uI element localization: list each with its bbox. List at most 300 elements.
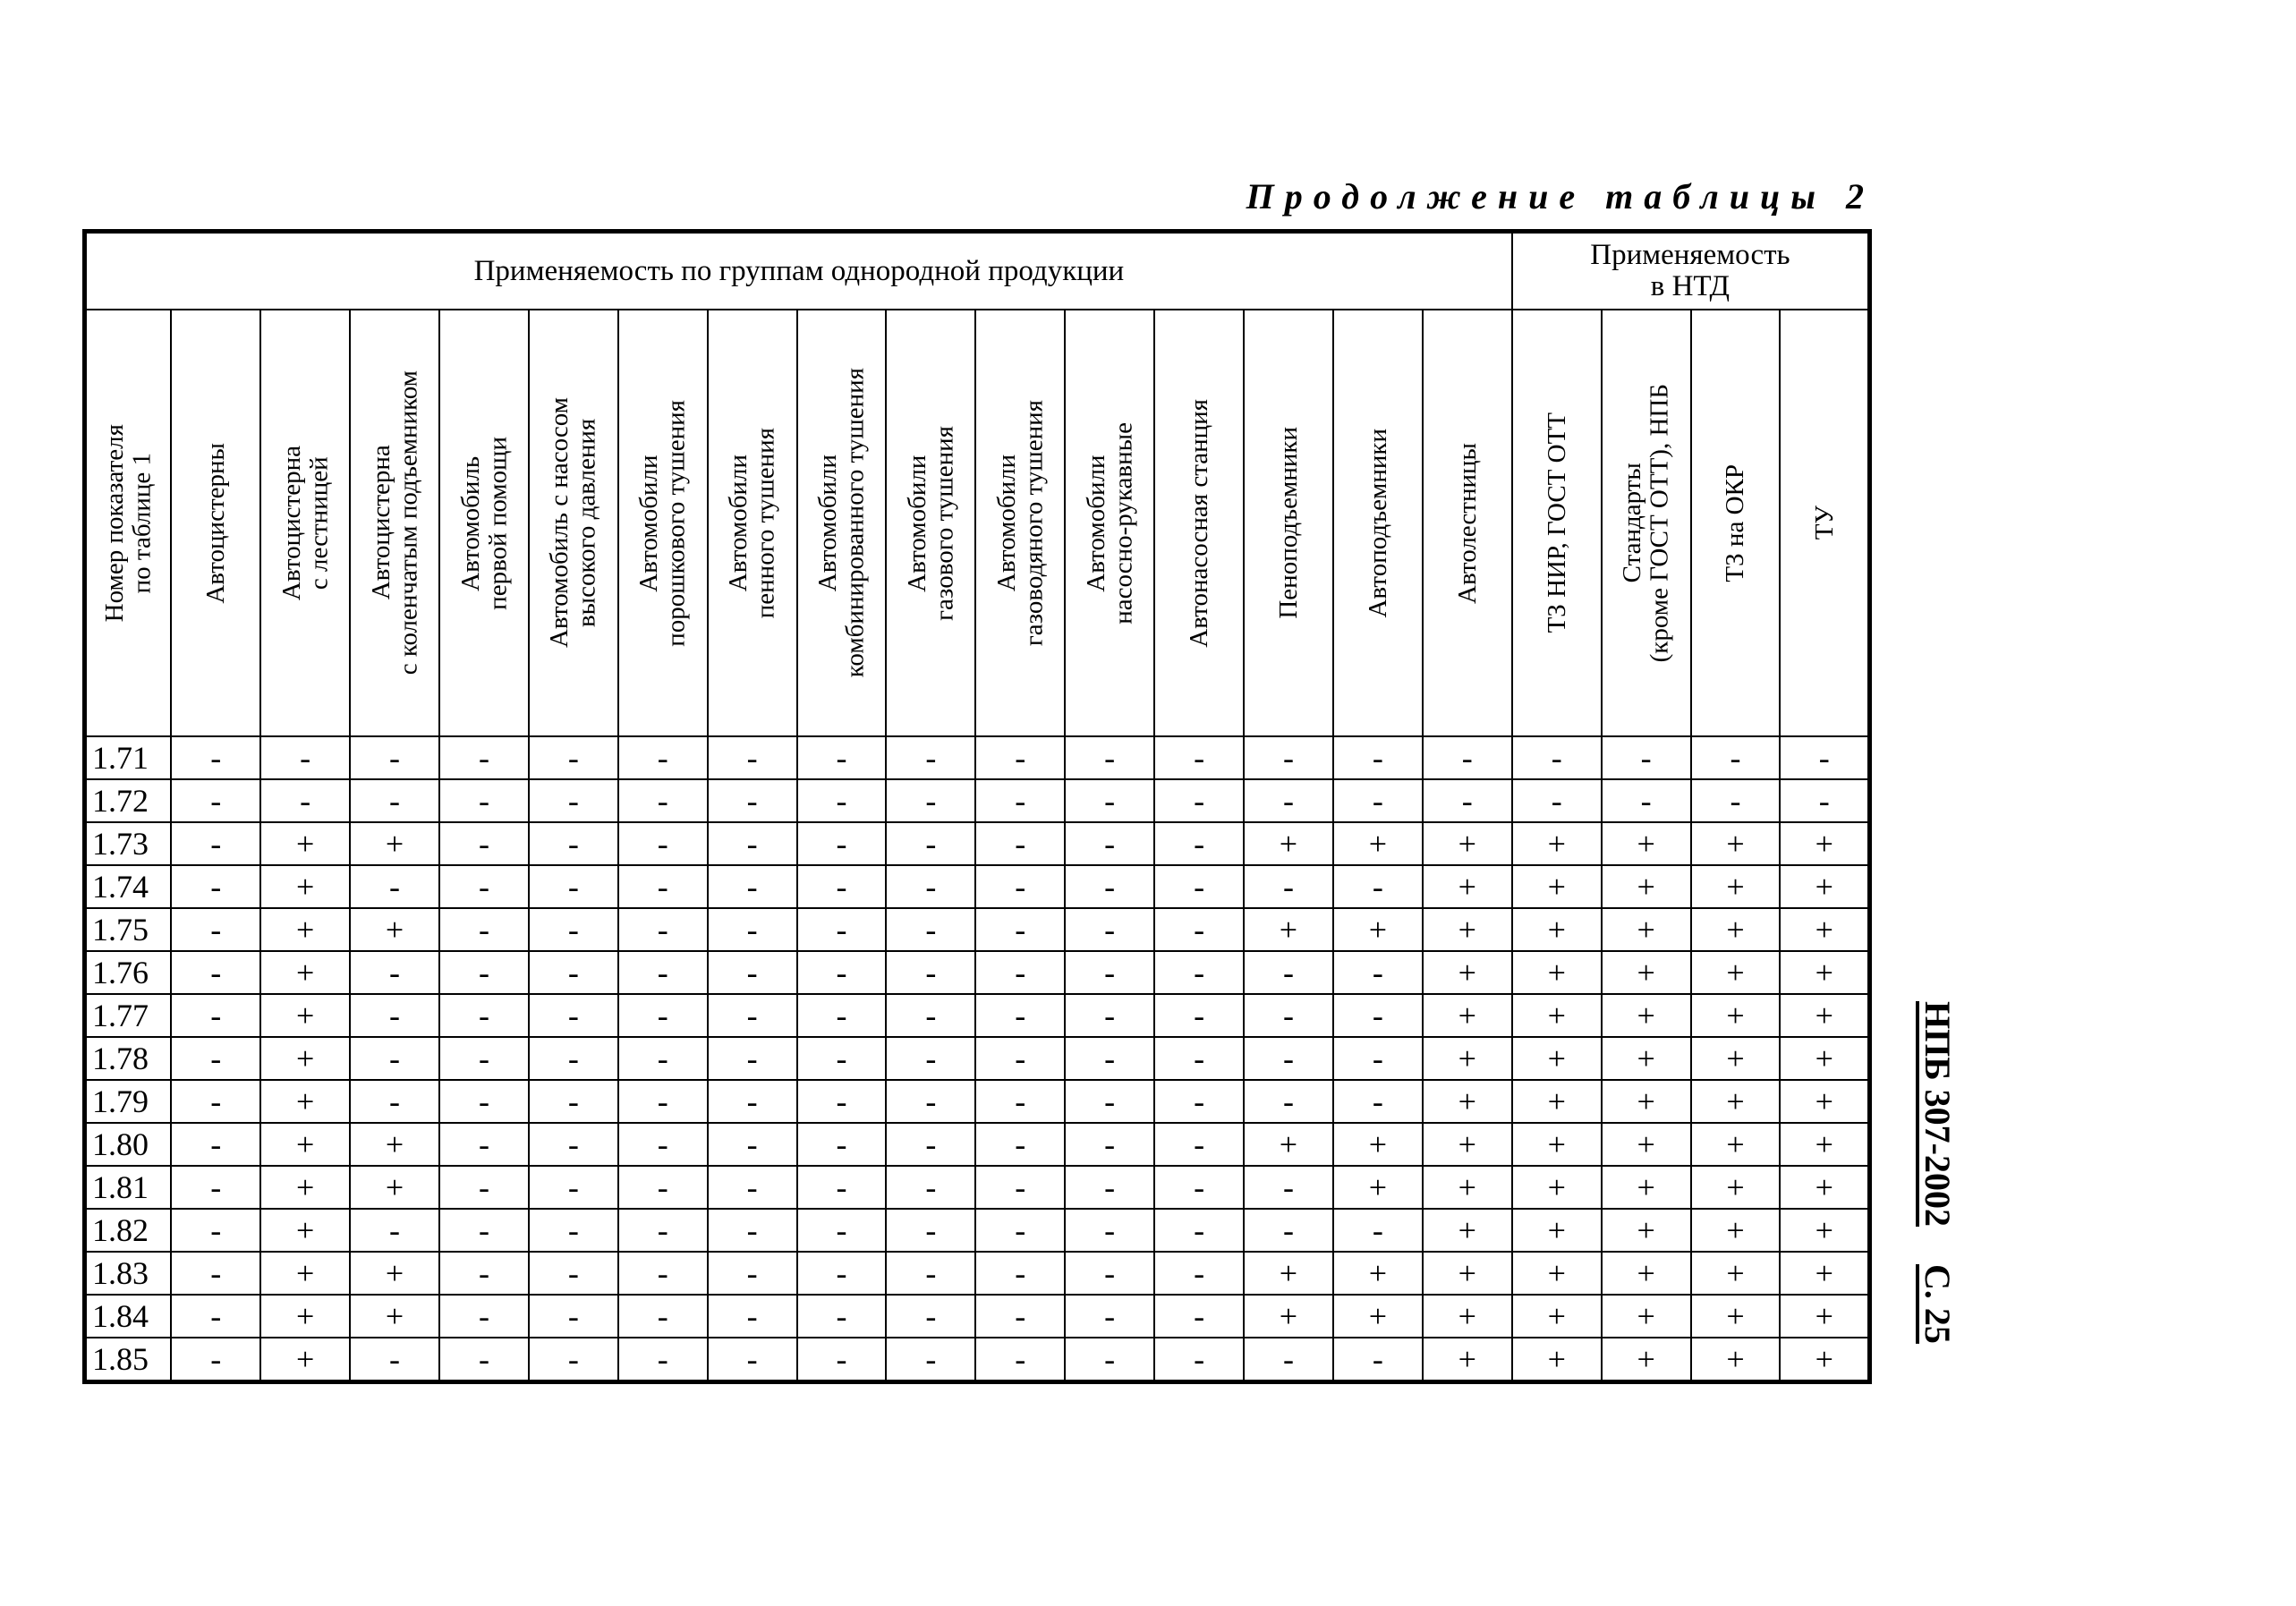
- table-row: [85, 1080, 1870, 1123]
- applicability-cell: -: [1065, 822, 1154, 865]
- applicability-cell: -: [439, 1166, 529, 1209]
- applicability-cell: +: [1780, 1338, 1869, 1382]
- applicability-cell: -: [1333, 994, 1423, 1037]
- applicability-cell: +: [1602, 1123, 1691, 1166]
- applicability-cell: +: [1691, 1037, 1781, 1080]
- applicability-cell: +: [1512, 1209, 1602, 1252]
- applicability-cell: +: [1423, 822, 1512, 865]
- column-header-line: по таблице 1: [127, 452, 157, 594]
- applicability-cell: +: [1423, 865, 1512, 908]
- applicability-cell: -: [975, 1295, 1065, 1338]
- applicability-cell: -: [708, 951, 797, 994]
- applicability-cell: -: [1154, 1037, 1244, 1080]
- applicability-cell: +: [1423, 1338, 1512, 1382]
- applicability-cell: -: [1244, 1080, 1333, 1123]
- applicability-table: [82, 229, 1872, 1384]
- applicability-cell: -: [708, 1166, 797, 1209]
- applicability-cell: -: [350, 1037, 439, 1080]
- applicability-cell: -: [1244, 994, 1333, 1037]
- applicability-cell: -: [529, 779, 618, 822]
- applicability-cell: -: [529, 1252, 618, 1295]
- applicability-cell: -: [439, 908, 529, 951]
- applicability-cell: -: [1244, 865, 1333, 908]
- column-header-line: высокого давления: [572, 418, 601, 628]
- column-header-line: Автонасосная станция: [1184, 398, 1213, 648]
- applicability-cell: +: [1512, 1252, 1602, 1295]
- applicability-cell: +: [1691, 1166, 1781, 1209]
- applicability-cell: -: [260, 779, 350, 822]
- applicability-cell: -: [171, 736, 260, 779]
- applicability-cell: -: [886, 1037, 975, 1080]
- applicability-cell: -: [975, 1037, 1065, 1080]
- column-header-line: ТЗ на ОКР: [1721, 463, 1750, 582]
- applicability-cell: +: [1602, 1209, 1691, 1252]
- applicability-cell: -: [886, 779, 975, 822]
- applicability-cell: +: [1244, 1295, 1333, 1338]
- applicability-cell: +: [1244, 822, 1333, 865]
- applicability-cell: -: [618, 1209, 708, 1252]
- column-header-16: [1512, 310, 1602, 736]
- applicability-cell: +: [1780, 908, 1869, 951]
- applicability-cell: +: [1780, 1209, 1869, 1252]
- row-number-cell: 1.83: [85, 1252, 172, 1295]
- applicability-cell: +: [1691, 908, 1781, 951]
- applicability-cell: -: [1333, 951, 1423, 994]
- table-row: [85, 1252, 1870, 1295]
- applicability-cell: -: [439, 951, 529, 994]
- table-row: [85, 1037, 1870, 1080]
- column-header-line: комбинированного тушения: [840, 368, 870, 678]
- applicability-cell: +: [1333, 1252, 1423, 1295]
- table-row: [85, 736, 1870, 779]
- applicability-cell: -: [797, 1252, 887, 1295]
- applicability-cell: -: [1065, 779, 1154, 822]
- applicability-cell: -: [1065, 1166, 1154, 1209]
- applicability-cell: -: [618, 1338, 708, 1382]
- applicability-cell: +: [1512, 994, 1602, 1037]
- column-header-line: Автолестницы: [1452, 442, 1482, 604]
- applicability-cell: +: [1602, 1080, 1691, 1123]
- applicability-cell: +: [350, 1166, 439, 1209]
- applicability-cell: -: [975, 994, 1065, 1037]
- applicability-cell: -: [439, 994, 529, 1037]
- applicability-cell: +: [1512, 1037, 1602, 1080]
- row-number-cell: 1.72: [85, 779, 172, 822]
- applicability-cell: -: [1780, 779, 1869, 822]
- applicability-cell: -: [886, 736, 975, 779]
- applicability-cell: +: [1780, 1166, 1869, 1209]
- row-number-cell: 1.71: [85, 736, 172, 779]
- applicability-cell: -: [618, 865, 708, 908]
- applicability-cell: -: [1065, 865, 1154, 908]
- applicability-cell: -: [529, 951, 618, 994]
- table-row: [85, 1209, 1870, 1252]
- table-row: [85, 908, 1870, 951]
- row-number-cell: 1.80: [85, 1123, 172, 1166]
- applicability-cell: -: [708, 1252, 797, 1295]
- applicability-cell: -: [618, 1295, 708, 1338]
- applicability-cell: -: [797, 994, 887, 1037]
- applicability-cell: -: [797, 1295, 887, 1338]
- side-label-page: С. 25: [1918, 1263, 1958, 1344]
- applicability-cell: +: [260, 822, 350, 865]
- applicability-cell: -: [439, 1338, 529, 1382]
- applicability-cell: -: [1154, 736, 1244, 779]
- applicability-cell: -: [1065, 1295, 1154, 1338]
- applicability-cell: +: [1423, 1037, 1512, 1080]
- applicability-cell: -: [529, 1295, 618, 1338]
- applicability-cell: +: [260, 994, 350, 1037]
- applicability-cell: -: [350, 951, 439, 994]
- applicability-cell: -: [350, 736, 439, 779]
- applicability-cell: -: [350, 865, 439, 908]
- applicability-cell: -: [708, 1338, 797, 1382]
- column-header-line: порошкового тушения: [661, 399, 691, 647]
- applicability-cell: -: [1512, 779, 1602, 822]
- table-row: [85, 994, 1870, 1037]
- applicability-cell: +: [1780, 1252, 1869, 1295]
- applicability-cell: -: [350, 779, 439, 822]
- applicability-cell: -: [886, 1166, 975, 1209]
- column-header-line: Автомобили: [813, 454, 843, 592]
- applicability-cell: -: [1154, 1209, 1244, 1252]
- applicability-cell: -: [529, 994, 618, 1037]
- side-label: [1910, 957, 1964, 1387]
- applicability-cell: -: [171, 1209, 260, 1252]
- applicability-cell: -: [618, 779, 708, 822]
- row-number-cell: 1.74: [85, 865, 172, 908]
- applicability-cell: +: [260, 1080, 350, 1123]
- applicability-cell: +: [1780, 951, 1869, 994]
- table-row: [85, 865, 1870, 908]
- applicability-cell: -: [171, 1166, 260, 1209]
- applicability-cell: +: [1691, 994, 1781, 1037]
- applicability-cell: -: [529, 865, 618, 908]
- applicability-cell: -: [1065, 1037, 1154, 1080]
- applicability-cell: +: [1691, 1252, 1781, 1295]
- applicability-cell: -: [1154, 779, 1244, 822]
- applicability-cell: -: [797, 1338, 887, 1382]
- column-header-18: [1691, 310, 1781, 736]
- column-header-11: [1065, 310, 1154, 736]
- column-header-line: газоводяного тушения: [1019, 399, 1049, 647]
- applicability-cell: -: [886, 951, 975, 994]
- applicability-cell: +: [1602, 1295, 1691, 1338]
- applicability-cell: -: [1154, 1338, 1244, 1382]
- applicability-cell: -: [439, 779, 529, 822]
- applicability-cell: +: [1780, 1037, 1869, 1080]
- applicability-cell: +: [1602, 1037, 1691, 1080]
- applicability-cell: -: [1244, 779, 1333, 822]
- row-number-cell: 1.84: [85, 1295, 172, 1338]
- applicability-cell: -: [529, 908, 618, 951]
- applicability-cell: -: [171, 1252, 260, 1295]
- applicability-cell: -: [260, 736, 350, 779]
- applicability-cell: -: [1154, 822, 1244, 865]
- applicability-cell: +: [1602, 865, 1691, 908]
- applicability-cell: +: [1512, 1166, 1602, 1209]
- applicability-cell: +: [260, 1295, 350, 1338]
- applicability-cell: -: [975, 779, 1065, 822]
- column-header-4: [439, 310, 529, 736]
- applicability-cell: -: [708, 908, 797, 951]
- applicability-cell: -: [529, 1037, 618, 1080]
- applicability-cell: -: [618, 951, 708, 994]
- applicability-cell: -: [1244, 1338, 1333, 1382]
- applicability-cell: -: [1065, 736, 1154, 779]
- applicability-cell: -: [886, 1295, 975, 1338]
- applicability-cell: -: [708, 1295, 797, 1338]
- column-header-15: [1423, 310, 1512, 736]
- applicability-cell: -: [171, 951, 260, 994]
- applicability-cell: +: [260, 1166, 350, 1209]
- applicability-cell: -: [975, 822, 1065, 865]
- column-header-line: ТЗ НИР, ГОСТ ОТТ: [1542, 412, 1571, 633]
- applicability-cell: +: [1780, 865, 1869, 908]
- applicability-cell: +: [1423, 994, 1512, 1037]
- applicability-cell: -: [171, 1338, 260, 1382]
- applicability-cell: -: [797, 908, 887, 951]
- applicability-cell: -: [618, 908, 708, 951]
- applicability-cell: -: [975, 1209, 1065, 1252]
- applicability-cell: -: [1333, 1037, 1423, 1080]
- applicability-cell: -: [708, 822, 797, 865]
- table-body: [85, 736, 1870, 1382]
- applicability-cell: -: [171, 1123, 260, 1166]
- column-header-14: [1333, 310, 1423, 736]
- applicability-cell: +: [1691, 1338, 1781, 1382]
- table-row: [85, 779, 1870, 822]
- applicability-cell: -: [1154, 1295, 1244, 1338]
- column-header-line: первой помощи: [482, 436, 512, 610]
- applicability-cell: -: [1065, 1338, 1154, 1382]
- applicability-cell: +: [1512, 951, 1602, 994]
- applicability-cell: +: [1602, 1252, 1691, 1295]
- applicability-cell: -: [1244, 1037, 1333, 1080]
- applicability-cell: -: [975, 951, 1065, 994]
- applicability-cell: +: [350, 908, 439, 951]
- applicability-cell: +: [1423, 951, 1512, 994]
- applicability-cell: -: [886, 994, 975, 1037]
- applicability-cell: -: [1154, 1166, 1244, 1209]
- column-header-line: Автомобили: [1081, 454, 1110, 592]
- group-header-ntd-line2: в НТД: [1650, 270, 1731, 302]
- column-header-8: [797, 310, 887, 736]
- applicability-cell: -: [708, 1037, 797, 1080]
- applicability-cell: -: [618, 736, 708, 779]
- applicability-cell: -: [1065, 908, 1154, 951]
- applicability-cell: -: [529, 1338, 618, 1382]
- applicability-cell: -: [1154, 865, 1244, 908]
- applicability-cell: -: [797, 1080, 887, 1123]
- applicability-cell: +: [1333, 908, 1423, 951]
- applicability-cell: -: [439, 1295, 529, 1338]
- applicability-cell: +: [260, 1123, 350, 1166]
- applicability-cell: -: [1065, 951, 1154, 994]
- applicability-cell: -: [1691, 779, 1781, 822]
- applicability-cell: +: [1244, 1252, 1333, 1295]
- applicability-cell: -: [1244, 951, 1333, 994]
- row-number-cell: 1.77: [85, 994, 172, 1037]
- table-row: [85, 1166, 1870, 1209]
- applicability-cell: -: [1065, 1080, 1154, 1123]
- applicability-cell: -: [171, 865, 260, 908]
- applicability-cell: -: [1333, 779, 1423, 822]
- applicability-cell: -: [797, 822, 887, 865]
- applicability-cell: -: [618, 1252, 708, 1295]
- column-header-line: Автомобиль: [455, 455, 485, 591]
- applicability-cell: +: [1691, 951, 1781, 994]
- applicability-cell: -: [1065, 1252, 1154, 1295]
- applicability-cell: -: [708, 1123, 797, 1166]
- applicability-cell: -: [439, 1037, 529, 1080]
- row-number-cell: 1.78: [85, 1037, 172, 1080]
- row-number-cell: 1.76: [85, 951, 172, 994]
- column-header-line: Автомобили: [634, 454, 664, 592]
- applicability-cell: +: [1333, 1295, 1423, 1338]
- table-row: [85, 822, 1870, 865]
- column-header-17: [1602, 310, 1691, 736]
- applicability-cell: -: [529, 1080, 618, 1123]
- applicability-cell: -: [1154, 908, 1244, 951]
- applicability-cell: -: [439, 865, 529, 908]
- applicability-cell: -: [975, 1080, 1065, 1123]
- applicability-cell: +: [1602, 908, 1691, 951]
- applicability-cell: +: [1602, 994, 1691, 1037]
- applicability-cell: -: [1333, 1080, 1423, 1123]
- column-header-line: пенного тушения: [751, 427, 780, 619]
- applicability-cell: -: [1154, 1080, 1244, 1123]
- group-header-products: Применяемость по группам однородной продукции: [85, 232, 1512, 310]
- applicability-cell: -: [886, 1080, 975, 1123]
- applicability-cell: -: [1154, 994, 1244, 1037]
- applicability-cell: -: [171, 822, 260, 865]
- applicability-cell: +: [1691, 1209, 1781, 1252]
- column-header-line: Автомобили: [724, 454, 753, 592]
- applicability-cell: +: [1691, 822, 1781, 865]
- applicability-cell: +: [1512, 1123, 1602, 1166]
- applicability-cell: -: [1244, 736, 1333, 779]
- applicability-cell: -: [1244, 1166, 1333, 1209]
- column-header-line: (кроме ГОСТ ОТТ), НПБ: [1645, 383, 1674, 663]
- applicability-cell: +: [1512, 822, 1602, 865]
- applicability-cell: -: [886, 822, 975, 865]
- applicability-cell: -: [1423, 736, 1512, 779]
- column-header-line: Номер показателя: [100, 423, 130, 623]
- applicability-cell: +: [260, 1209, 350, 1252]
- column-header-12: [1154, 310, 1244, 736]
- row-number-cell: 1.85: [85, 1338, 172, 1382]
- applicability-cell: +: [1512, 1295, 1602, 1338]
- applicability-cell: -: [1780, 736, 1869, 779]
- applicability-cell: -: [1244, 1209, 1333, 1252]
- applicability-cell: -: [529, 1166, 618, 1209]
- column-header-line: газового тушения: [930, 425, 959, 621]
- applicability-cell: -: [886, 1252, 975, 1295]
- applicability-cell: -: [797, 1123, 887, 1166]
- applicability-cell: +: [350, 1123, 439, 1166]
- applicability-cell: +: [1423, 1123, 1512, 1166]
- column-header-3: [350, 310, 439, 736]
- applicability-cell: -: [1333, 1338, 1423, 1382]
- applicability-cell: -: [1512, 736, 1602, 779]
- column-header-line: Автомобиль с насосом: [545, 397, 574, 649]
- column-header-2: [260, 310, 350, 736]
- applicability-cell: +: [1602, 951, 1691, 994]
- applicability-cell: -: [886, 1123, 975, 1166]
- applicability-cell: -: [708, 1080, 797, 1123]
- applicability-cell: -: [529, 1209, 618, 1252]
- applicability-cell: +: [260, 951, 350, 994]
- column-header-19: [1780, 310, 1869, 736]
- applicability-cell: -: [171, 994, 260, 1037]
- applicability-cell: -: [797, 1037, 887, 1080]
- applicability-cell: +: [1691, 1080, 1781, 1123]
- applicability-cell: -: [439, 1123, 529, 1166]
- applicability-cell: -: [708, 1209, 797, 1252]
- applicability-cell: -: [529, 822, 618, 865]
- applicability-cell: -: [1154, 1252, 1244, 1295]
- applicability-cell: +: [1691, 1295, 1781, 1338]
- applicability-cell: -: [1691, 736, 1781, 779]
- applicability-cell: +: [1512, 908, 1602, 951]
- applicability-cell: +: [350, 822, 439, 865]
- applicability-cell: -: [797, 1209, 887, 1252]
- column-header-line: Автоподъемники: [1363, 428, 1392, 618]
- applicability-cell: +: [1602, 1166, 1691, 1209]
- applicability-cell: -: [618, 1080, 708, 1123]
- applicability-cell: -: [1602, 736, 1691, 779]
- column-header-0: [85, 310, 172, 736]
- applicability-cell: +: [1780, 822, 1869, 865]
- table-row: [85, 1338, 1870, 1382]
- table-caption: Продолжение таблицы 2: [1246, 176, 1875, 217]
- applicability-cell: +: [1780, 1080, 1869, 1123]
- applicability-cell: -: [439, 822, 529, 865]
- applicability-cell: -: [439, 1252, 529, 1295]
- applicability-cell: +: [1780, 1123, 1869, 1166]
- applicability-cell: +: [260, 908, 350, 951]
- applicability-cell: -: [350, 1338, 439, 1382]
- applicability-cell: +: [1244, 1123, 1333, 1166]
- applicability-cell: -: [618, 1123, 708, 1166]
- applicability-cell: +: [1780, 994, 1869, 1037]
- column-header-line: ТУ: [1809, 506, 1839, 540]
- applicability-cell: -: [708, 779, 797, 822]
- column-header-9: [886, 310, 975, 736]
- applicability-cell: +: [1423, 1166, 1512, 1209]
- applicability-cell: -: [886, 1209, 975, 1252]
- applicability-cell: +: [1512, 1338, 1602, 1382]
- column-header-line: Автомобили: [902, 454, 931, 592]
- applicability-cell: -: [1065, 994, 1154, 1037]
- row-number-cell: 1.79: [85, 1080, 172, 1123]
- applicability-cell: +: [260, 1338, 350, 1382]
- column-header-line: Автомобили: [991, 454, 1021, 592]
- applicability-cell: -: [708, 994, 797, 1037]
- applicability-cell: +: [1333, 822, 1423, 865]
- applicability-cell: -: [1602, 779, 1691, 822]
- applicability-cell: +: [1244, 908, 1333, 951]
- applicability-cell: -: [439, 736, 529, 779]
- applicability-cell: -: [439, 1080, 529, 1123]
- applicability-cell: +: [1512, 1080, 1602, 1123]
- column-header-1: [171, 310, 260, 736]
- applicability-cell: -: [439, 1209, 529, 1252]
- column-header-line: с коленчатым подъемником: [394, 370, 423, 676]
- applicability-cell: +: [1423, 1252, 1512, 1295]
- side-label-doc: НПБ 307-2002: [1918, 1000, 1958, 1227]
